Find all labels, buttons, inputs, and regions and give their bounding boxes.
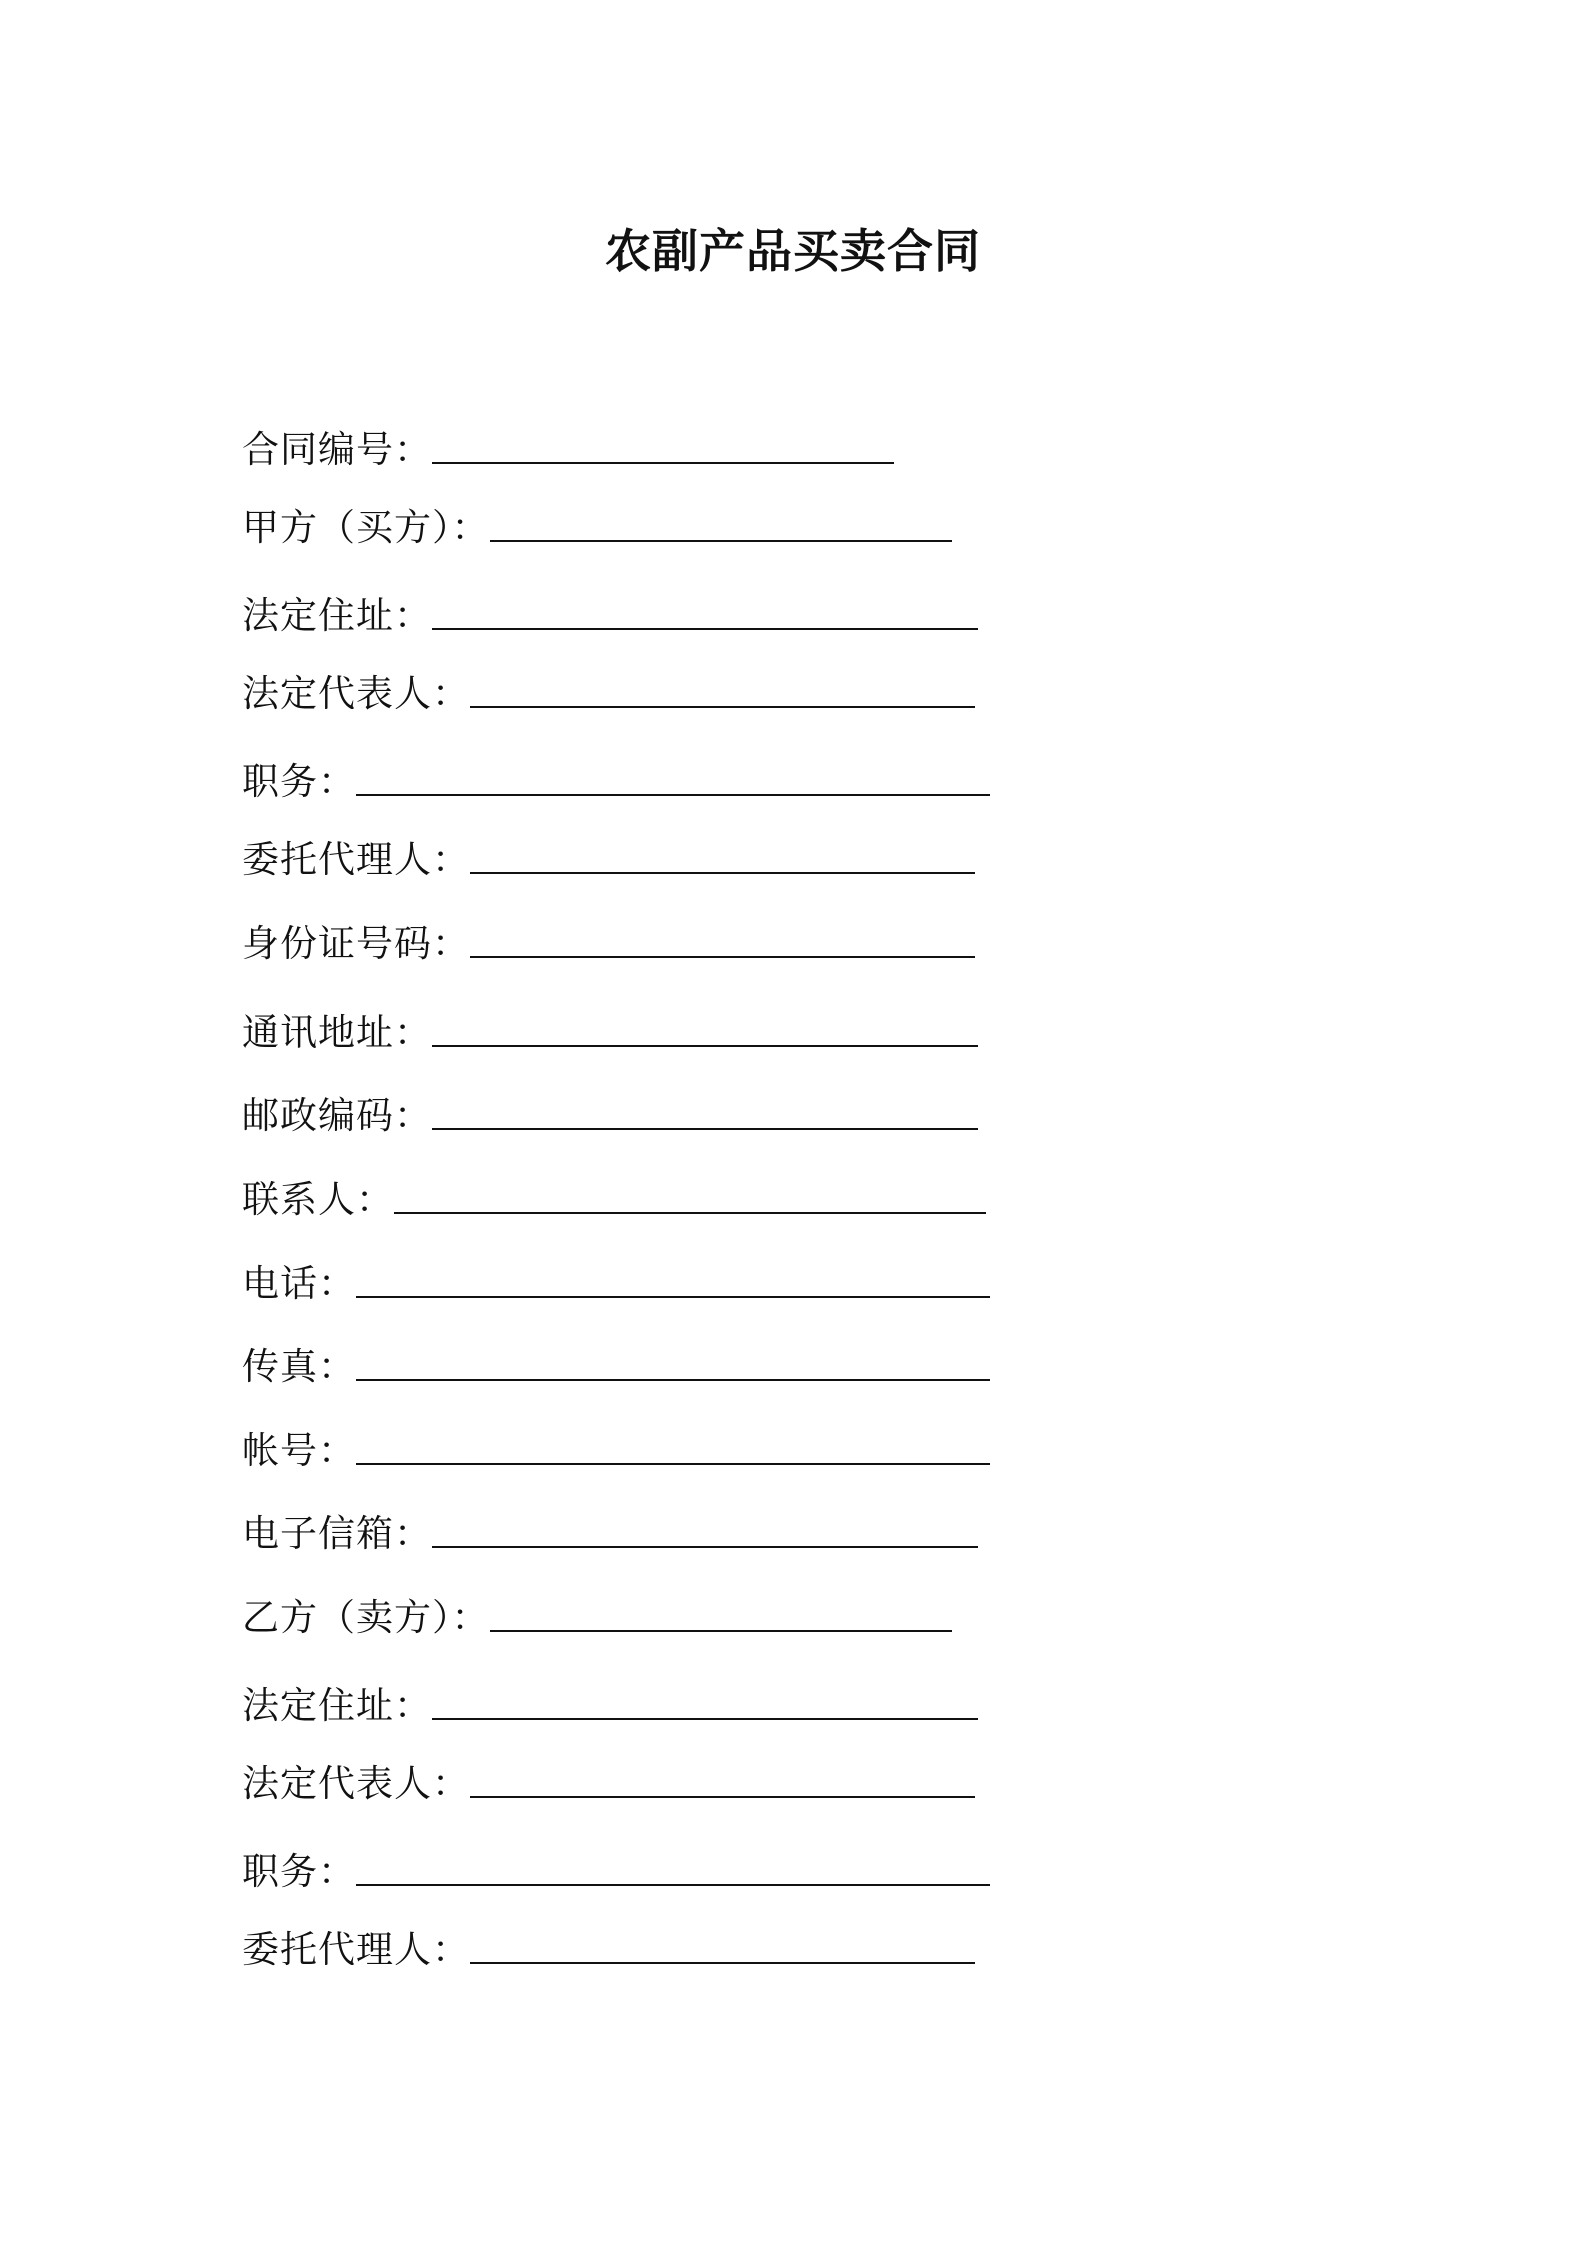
field-label: 职务： — [242, 760, 356, 803]
document-title: 农副产品买卖合同 — [605, 224, 981, 278]
id-number-blank[interactable] — [470, 946, 975, 958]
field-label: 法定代表人： — [242, 672, 470, 715]
field-label: 法定住址： — [242, 594, 432, 637]
party-a-blank[interactable] — [490, 530, 952, 542]
field-row-party-b-seller — [242, 1580, 952, 1640]
mailing-address-blank[interactable] — [432, 1035, 978, 1047]
field-row-legal-representative-b — [242, 1746, 975, 1806]
field-row-party-a-buyer — [242, 490, 952, 550]
field-row-account-number — [242, 1413, 990, 1473]
field-row-postal-code — [242, 1078, 978, 1138]
field-label: 法定代表人： — [242, 1762, 470, 1805]
field-label: 身份证号码： — [242, 922, 470, 965]
agent-a-blank[interactable] — [470, 862, 975, 874]
field-label: 电子信箱： — [242, 1512, 432, 1555]
field-row-position-b — [242, 1834, 990, 1894]
field-label: 职务： — [242, 1850, 356, 1893]
field-label: 帐号： — [242, 1429, 356, 1472]
field-label: 委托代理人： — [242, 838, 470, 881]
field-label: 传真： — [242, 1345, 356, 1388]
field-row-mailing-address — [242, 995, 978, 1055]
field-row-agent-a — [242, 822, 975, 882]
account-number-blank[interactable] — [356, 1453, 990, 1465]
field-label: 乙方（卖方）： — [242, 1596, 490, 1639]
field-row-contact-person — [242, 1162, 986, 1222]
field-row-position-a — [242, 744, 990, 804]
field-label: 法定住址： — [242, 1684, 432, 1727]
postal-code-blank[interactable] — [432, 1118, 978, 1130]
field-row-contract-number — [242, 412, 894, 472]
field-label: 委托代理人： — [242, 1928, 470, 1971]
position-b-blank[interactable] — [356, 1874, 990, 1886]
legal-address-b-blank[interactable] — [432, 1708, 978, 1720]
field-label: 通讯地址： — [242, 1011, 432, 1054]
field-label: 合同编号： — [242, 428, 432, 471]
legal-representative-b-blank[interactable] — [470, 1786, 975, 1798]
legal-address-a-blank[interactable] — [432, 618, 978, 630]
position-a-blank[interactable] — [356, 784, 990, 796]
agent-b-blank[interactable] — [470, 1952, 975, 1964]
field-row-legal-address-a — [242, 578, 978, 638]
party-b-blank[interactable] — [490, 1620, 952, 1632]
field-row-id-number — [242, 906, 975, 966]
contact-person-blank[interactable] — [394, 1202, 986, 1214]
field-row-phone — [242, 1246, 990, 1306]
contract-number-blank[interactable] — [432, 452, 894, 464]
field-row-email — [242, 1496, 978, 1556]
field-label: 甲方（买方）： — [242, 506, 490, 549]
phone-blank[interactable] — [356, 1286, 990, 1298]
field-row-fax — [242, 1329, 990, 1389]
fax-blank[interactable] — [356, 1369, 990, 1381]
field-label: 电话： — [242, 1262, 356, 1305]
field-label: 邮政编码： — [242, 1094, 432, 1137]
field-row-agent-b — [242, 1912, 975, 1972]
field-row-legal-representative-a — [242, 656, 975, 716]
email-blank[interactable] — [432, 1536, 978, 1548]
field-row-legal-address-b — [242, 1668, 978, 1728]
legal-representative-a-blank[interactable] — [470, 696, 975, 708]
field-label: 联系人： — [242, 1178, 394, 1221]
